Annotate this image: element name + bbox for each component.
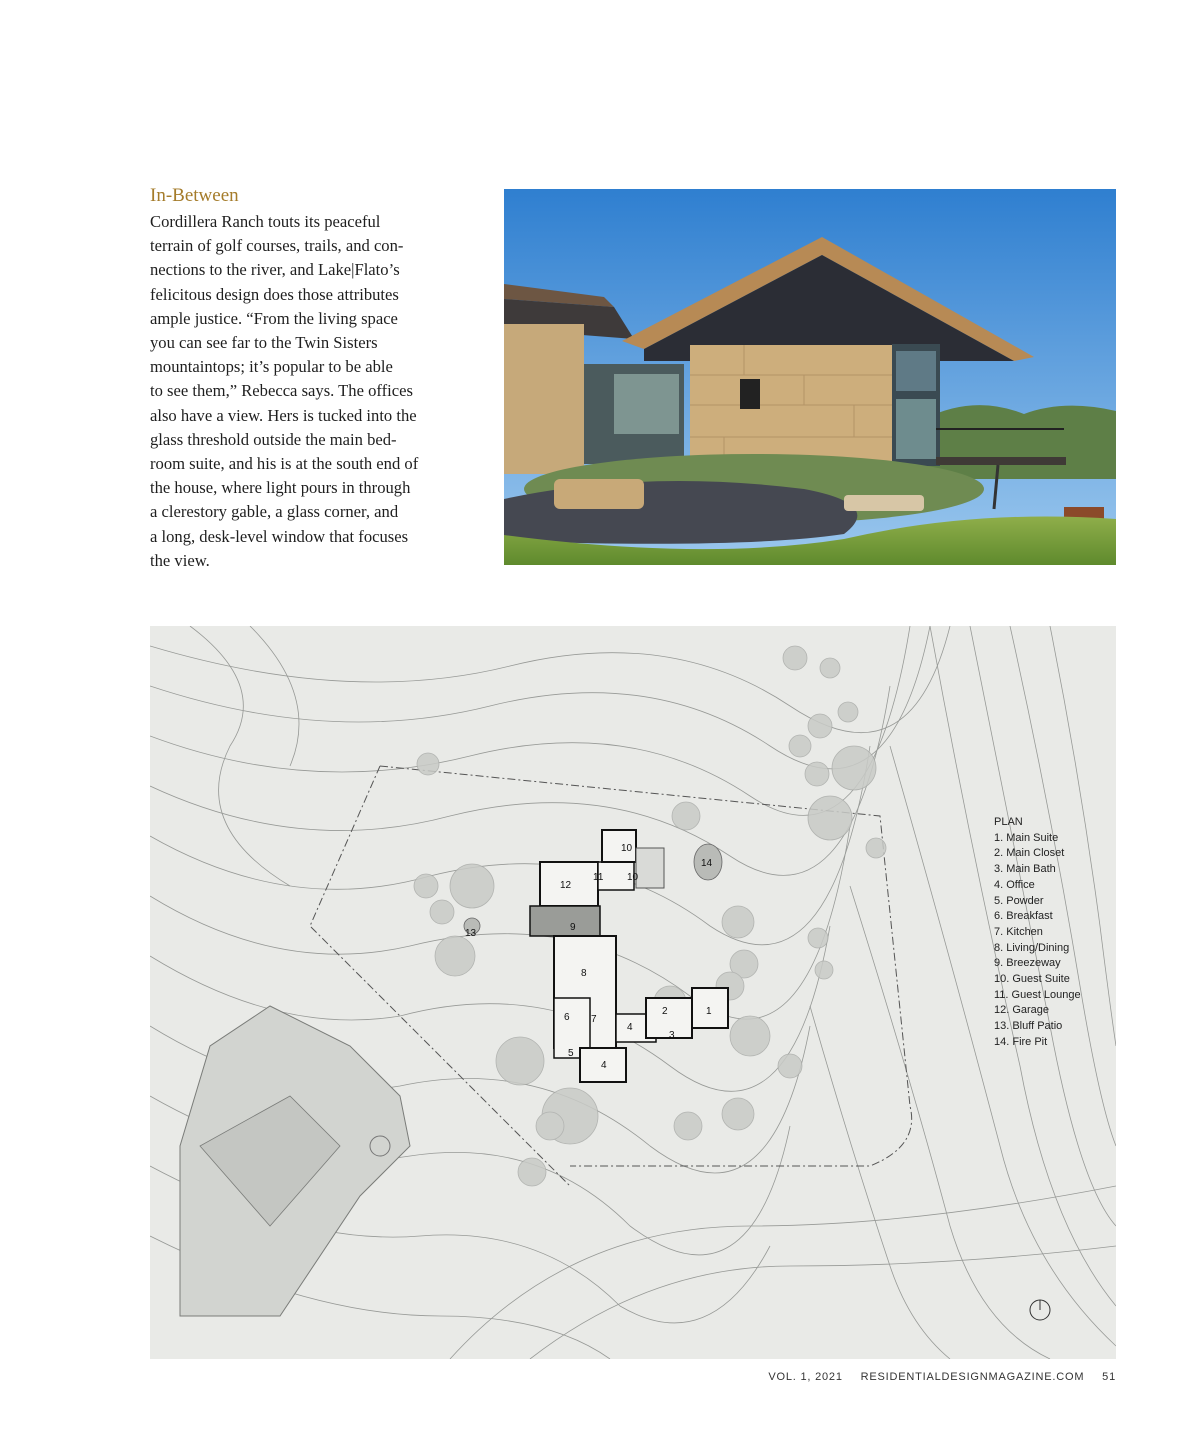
legend-item: 14. Fire Pit xyxy=(994,1035,1048,1048)
room-number: 11 xyxy=(593,872,604,883)
body-line: the view. xyxy=(150,550,210,570)
tree-canopies xyxy=(414,646,886,1186)
room-number: 7 xyxy=(591,1014,597,1025)
house-photo-illustration xyxy=(504,189,1116,565)
body-line: terrain of golf courses, trails, and con- xyxy=(150,236,404,256)
room-number: 2 xyxy=(662,1006,668,1017)
room-number: 10 xyxy=(621,843,633,854)
legend-item: 12. Garage xyxy=(994,1004,1050,1017)
body-line: room suite, and his is at the south end of xyxy=(150,454,419,474)
site-plan-drawing xyxy=(150,626,1116,1359)
room-number: 8 xyxy=(581,968,587,979)
legend-item: 4. Office xyxy=(994,878,1035,891)
body-line: glass threshold outside the main bed- xyxy=(150,429,397,449)
legend-item: 2. Main Closet xyxy=(994,847,1065,860)
legend-item: 5. Powder xyxy=(994,894,1044,907)
legend-item: 7. Kitchen xyxy=(994,925,1043,938)
room-number: 5 xyxy=(568,1048,574,1059)
house-photo xyxy=(504,189,1116,565)
room-number: 1 xyxy=(706,1006,712,1017)
room-number: 13 xyxy=(465,928,477,939)
north-arrow-icon xyxy=(1030,1300,1050,1320)
room-number: 6 xyxy=(564,1012,570,1023)
legend-item: 10. Guest Suite xyxy=(994,973,1070,986)
body-line: ample justice. “From the living space xyxy=(150,308,398,328)
legend-item: 8. Living/Dining xyxy=(994,941,1070,954)
legend-item: 3. Main Bath xyxy=(994,863,1056,876)
body-line: Cordillera Ranch touts its peaceful xyxy=(150,212,381,231)
legend-item: 6. Breakfast xyxy=(994,910,1053,923)
body-line: you can see far to the Twin Sisters xyxy=(150,333,378,353)
room-number: 3 xyxy=(669,1030,675,1041)
body-line: to see them,” Rebecca says. The offices xyxy=(150,381,413,401)
page-footer xyxy=(768,1371,1116,1383)
room-number: 10 xyxy=(627,872,639,883)
footer-website: RESIDENTIALDESIGNMAGAZINE.COM xyxy=(860,1371,1085,1383)
room-number: 4 xyxy=(601,1060,607,1071)
legend-title: PLAN xyxy=(994,816,1023,828)
legend-item: 11. Guest Lounge xyxy=(994,988,1081,1001)
body-line: a long, desk-level window that focuses xyxy=(150,526,409,546)
room-number: 9 xyxy=(570,922,576,933)
legend-item: 9. Breezeway xyxy=(994,957,1061,970)
site-plan xyxy=(150,626,1116,1359)
body-line: nections to the river, and Lake|Flato’s xyxy=(150,260,400,280)
body-line: also have a view. Hers is tucked into the xyxy=(150,405,417,425)
legend-item: 13. Bluff Patio xyxy=(994,1020,1063,1033)
plan-legend xyxy=(994,815,1081,1051)
body-line: the house, where light pours in through xyxy=(150,478,411,498)
article-body xyxy=(150,210,460,573)
body-line: mountaintops; it’s popular to be able xyxy=(150,357,393,377)
section-heading: In-Between xyxy=(150,185,239,206)
legend-item: 1. Main Suite xyxy=(994,831,1059,844)
room-number: 12 xyxy=(560,880,572,891)
footer-volume: VOL. 1, 2021 xyxy=(768,1371,843,1383)
body-line: a clerestory gable, a glass corner, and xyxy=(150,502,399,522)
room-number: 4 xyxy=(627,1022,633,1033)
body-line: felicitous design does those attributes xyxy=(150,284,399,304)
page-number: 51 xyxy=(1102,1371,1116,1383)
room-number: 14 xyxy=(701,858,713,869)
